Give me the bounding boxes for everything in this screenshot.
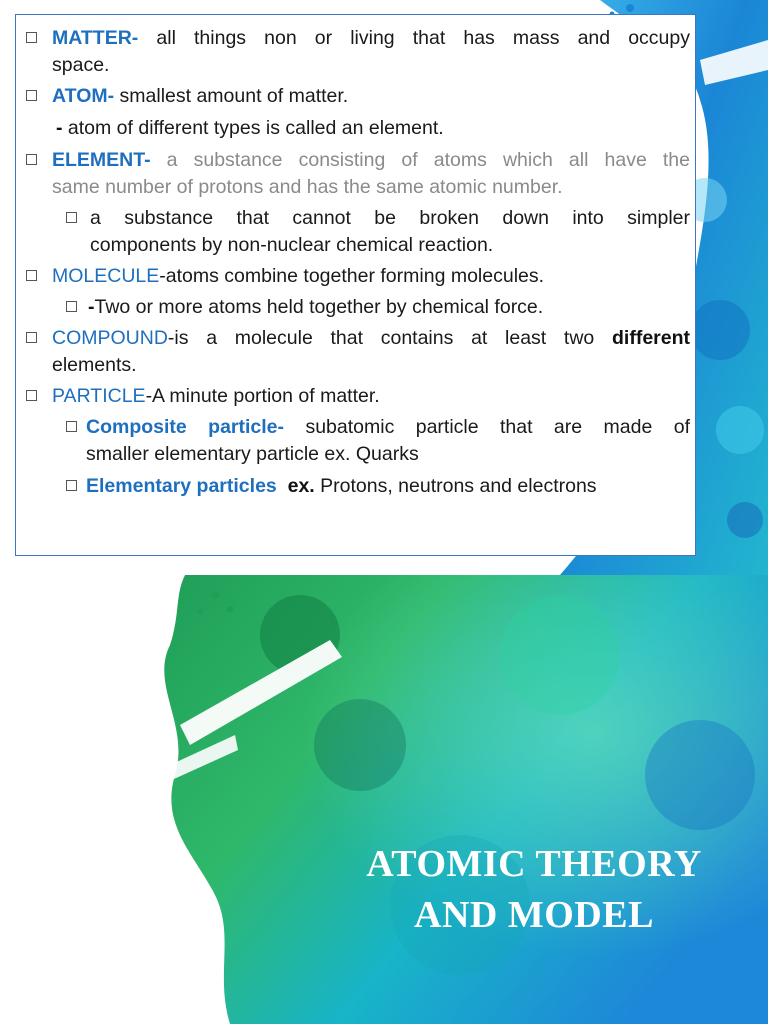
element-subpoint-continued [90, 232, 493, 259]
elementary-particles-line [86, 473, 597, 500]
atom-text: smallest amount of matter. [114, 85, 349, 107]
compound-emphasis: different [612, 327, 690, 349]
checkbox-bullet-icon [26, 270, 37, 281]
checkbox-bullet-icon [66, 421, 77, 432]
checkbox-bullet-icon [26, 90, 37, 101]
example-marker: ex. [287, 475, 315, 497]
slide-title-line-2: AND MODEL [414, 894, 654, 936]
composite-particle-text-2: smaller elementary particle ex. Quarks [86, 443, 419, 465]
term-atom: ATOM- [52, 85, 115, 107]
composite-particle-continued [86, 441, 419, 468]
matter-definition-continued [52, 52, 109, 79]
composite-particle-line [86, 414, 690, 441]
term-compound: COMPOUND [52, 327, 168, 349]
particle-text: -A minute portion of matter. [145, 385, 380, 407]
molecule-subpoint-text: Two or more atoms held together by chemical force. [94, 296, 544, 318]
matter-definition-line [52, 25, 690, 52]
element-subpoint-text: a substance that cannot be broken down into simpler [90, 207, 690, 229]
watercolor-background [0, 575, 768, 1024]
checkbox-bullet-icon [66, 301, 77, 312]
term-matter: MATTER- [52, 27, 139, 49]
molecule-text: -atoms combine together forming molecules. [159, 265, 545, 287]
compound-definition-continued [52, 352, 137, 379]
atom-subpoint [56, 115, 444, 142]
element-definition-line [52, 147, 690, 174]
definitions-text-box [15, 14, 696, 556]
molecule-subpoint [88, 294, 543, 321]
dash-marker: - [56, 117, 63, 139]
checkbox-bullet-icon [26, 32, 37, 43]
slide-title-line-1: ATOMIC THEORY [366, 843, 702, 885]
matter-text: all things non or living that has mass and occupy [138, 27, 690, 49]
term-composite-particle: Composite particle- [86, 416, 285, 438]
element-subpoint-text-2: components by non-nuclear chemical reaction. [90, 234, 494, 256]
composite-particle-text: subatomic particle that are made of [284, 416, 690, 438]
particle-definition-line [52, 383, 380, 410]
title-slide [0, 575, 768, 1024]
element-text-2: same number of protons and has the same atomic number. [52, 176, 563, 198]
atom-subpoint-text: atom of different types is called an element. [62, 117, 444, 139]
compound-text: -is a molecule that contains at least two [167, 327, 612, 349]
element-definition-continued [52, 174, 563, 201]
checkbox-bullet-icon [26, 154, 37, 165]
elementary-particles-text: Protons, neutrons and electrons [314, 475, 597, 497]
checkbox-bullet-icon [26, 390, 37, 401]
atom-definition-line [52, 83, 348, 110]
element-subpoint [90, 205, 690, 232]
term-molecule: MOLECULE [52, 265, 160, 287]
checkbox-bullet-icon [66, 480, 77, 491]
checkbox-bullet-icon [66, 212, 77, 223]
matter-text-2: space. [52, 54, 110, 76]
compound-definition-line [52, 325, 690, 352]
dash-marker: - [88, 296, 95, 318]
checkbox-bullet-icon [26, 332, 37, 343]
compound-text-2: elements. [52, 354, 137, 376]
element-text: a substance consisting of atoms which all have the [150, 149, 690, 171]
term-elementary-particles: Elementary particles [86, 475, 277, 497]
term-element: ELEMENT- [52, 149, 151, 171]
term-particle: PARTICLE [52, 385, 146, 407]
molecule-definition-line [52, 263, 544, 290]
